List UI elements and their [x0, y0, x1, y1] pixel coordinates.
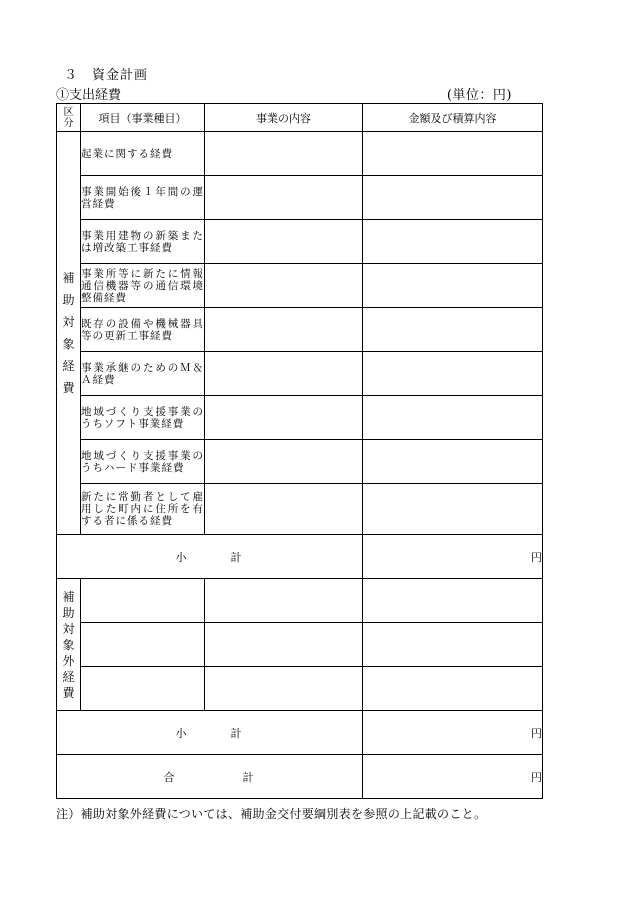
header-amount: 金額及び積算内容	[363, 104, 543, 132]
amount-cell[interactable]	[363, 176, 543, 220]
amount-cell[interactable]	[363, 579, 543, 623]
amount-cell[interactable]	[363, 220, 543, 264]
table-row	[57, 623, 543, 667]
amount-cell[interactable]	[363, 623, 543, 667]
yen-label: 円	[531, 770, 542, 784]
footnote: 注）補助対象外経費については、補助金交付要綱別表を参照の上記載のこと。	[56, 807, 487, 821]
ineligible-subtotal-row	[57, 711, 543, 755]
content-cell[interactable]	[205, 484, 363, 535]
amount-cell[interactable]	[363, 352, 543, 396]
item-cell: 事業用建物の新築または増改築工事経費	[81, 220, 205, 264]
amount-cell[interactable]	[363, 667, 543, 711]
subtotal-amount-cell[interactable]	[363, 535, 543, 579]
subtotal-label	[57, 535, 363, 579]
subtotal-char: 小	[175, 726, 189, 740]
ineligible-category-label	[57, 589, 80, 701]
eligible-category-label	[57, 267, 80, 399]
total-char: 計	[242, 770, 256, 784]
header-row	[57, 104, 543, 132]
category-label-char: 補	[62, 589, 75, 604]
total-amount-cell[interactable]	[363, 755, 543, 799]
yen-label: 円	[531, 550, 542, 564]
content-cell[interactable]	[205, 440, 363, 484]
table-row	[57, 667, 543, 711]
category-label-char: 対	[62, 621, 75, 636]
category-label-char: 費	[62, 685, 75, 700]
unit-label: (単位：円)	[446, 88, 512, 103]
amount-cell[interactable]	[363, 132, 543, 176]
item-cell[interactable]	[81, 623, 205, 667]
header-category	[57, 104, 81, 132]
budget-table	[56, 103, 543, 799]
content-cell[interactable]	[205, 579, 363, 623]
subtotal-char: 計	[230, 726, 244, 740]
amount-cell[interactable]	[363, 484, 543, 535]
subtotal-amount-cell[interactable]	[363, 711, 543, 755]
content-cell[interactable]	[205, 132, 363, 176]
content-cell[interactable]	[205, 352, 363, 396]
item-cell: 新たに常勤者として雇用した町内に住所を有する者に係る経費	[81, 484, 205, 535]
amount-cell[interactable]	[363, 308, 543, 352]
table-row	[57, 264, 543, 308]
category-label-char: 経	[62, 669, 75, 684]
category-label-char: 対	[62, 315, 75, 329]
content-cell[interactable]	[205, 220, 363, 264]
header-content: 事業の内容	[205, 104, 363, 132]
amount-cell[interactable]	[363, 264, 543, 308]
eligible-category-cell	[57, 132, 81, 535]
category-label-char: 象	[62, 637, 75, 652]
category-label-char: 外	[62, 653, 75, 668]
subtotal-char: 計	[230, 550, 244, 564]
item-cell: 既存の設備や機械器具等の更新工事経費	[81, 308, 205, 352]
table-row	[57, 132, 543, 176]
ineligible-category-cell	[57, 579, 81, 711]
content-cell[interactable]	[205, 623, 363, 667]
item-cell: 事業開始後１年間の運営経費	[81, 176, 205, 220]
subtitle-row	[56, 84, 542, 102]
total-char: 合	[163, 770, 177, 784]
content-cell[interactable]	[205, 264, 363, 308]
content-cell[interactable]	[205, 396, 363, 440]
table-row	[57, 220, 543, 264]
category-label-char: 費	[62, 381, 75, 395]
table-row	[57, 579, 543, 623]
item-cell: 事業承継のためのＭ＆Ａ経費	[81, 352, 205, 396]
header-item: 項目（事業種目）	[81, 104, 205, 132]
content-cell[interactable]	[205, 176, 363, 220]
table-row	[57, 396, 543, 440]
item-cell: 事業所等に新たに情報通信機器等の通信環境整備経費	[81, 264, 205, 308]
category-label-char: 経	[62, 359, 75, 373]
content-cell[interactable]	[205, 308, 363, 352]
total-label	[57, 755, 363, 799]
category-label-char: 助	[62, 293, 75, 307]
category-label-char: 象	[62, 337, 75, 351]
yen-label: 円	[531, 726, 542, 740]
eligible-subtotal-row	[57, 535, 543, 579]
header-category-char: 区	[63, 106, 74, 118]
subtotal-label	[57, 711, 363, 755]
item-cell: 起業に関する経費	[81, 132, 205, 176]
table-row	[57, 352, 543, 396]
amount-cell[interactable]	[363, 396, 543, 440]
item-cell: 地域づくり支援事業のうちソフト事業経費	[81, 396, 205, 440]
table-row	[57, 440, 543, 484]
amount-cell[interactable]	[363, 440, 543, 484]
item-cell[interactable]	[81, 579, 205, 623]
table-row	[57, 308, 543, 352]
category-label-char: 助	[62, 605, 75, 620]
header-category-char: 分	[63, 117, 74, 129]
table-row	[57, 484, 543, 535]
total-row	[57, 755, 543, 799]
subtotal-char: 小	[175, 550, 189, 564]
category-label-char: 補	[62, 271, 75, 285]
item-cell[interactable]	[81, 667, 205, 711]
content-cell[interactable]	[205, 667, 363, 711]
section-title: ３ 資金計画	[64, 68, 149, 83]
table-row	[57, 176, 543, 220]
table-subtitle: ①支出経費	[56, 88, 122, 103]
item-cell: 地域づくり支援事業のうちハード事業経費	[81, 440, 205, 484]
